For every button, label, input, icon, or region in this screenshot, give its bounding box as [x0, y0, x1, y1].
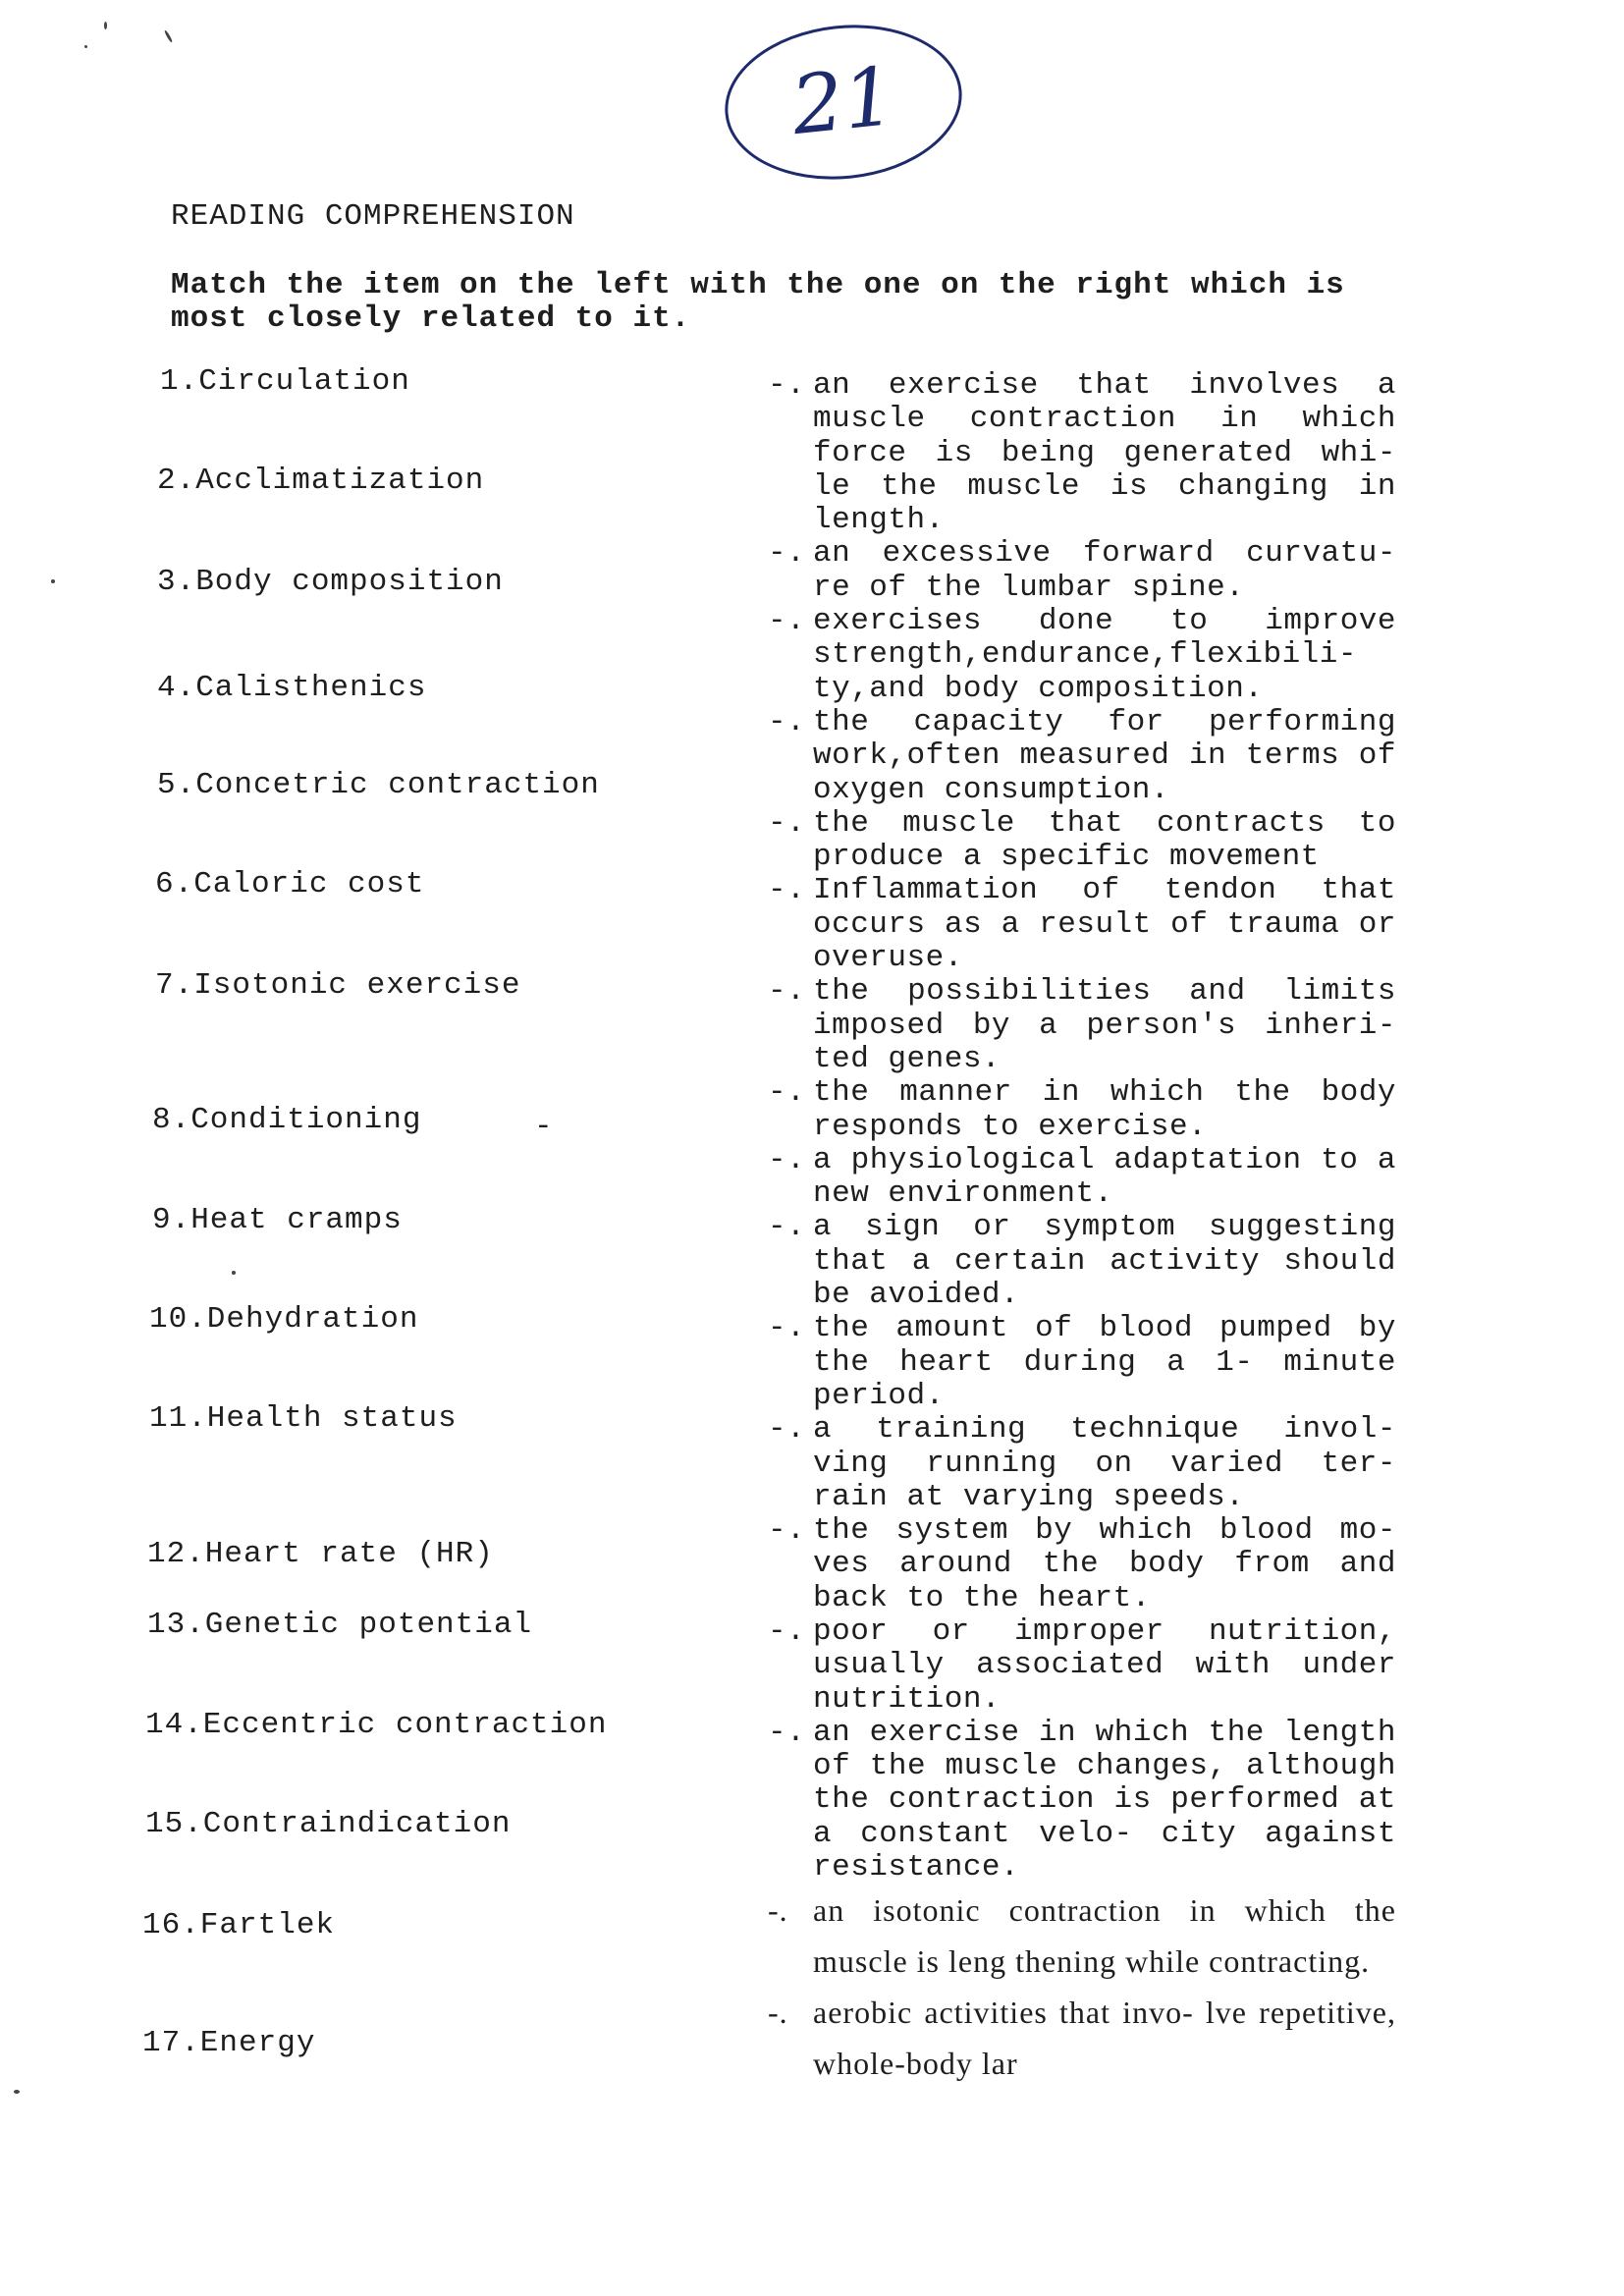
term-item: 12.Heart rate (HR) [147, 1537, 494, 1571]
term-item: 9.Heat cramps [152, 1203, 403, 1237]
term-item: 11.Health status [149, 1401, 458, 1436]
handwritten-page-number-circle [718, 14, 970, 191]
definition-item: -. a physiological adaptation to a new environment. [768, 1144, 1396, 1212]
term-item: 15.Contraindication [145, 1807, 512, 1841]
term-item: 10.Dehydration [149, 1302, 419, 1337]
stray-dash-mark: - [534, 1110, 553, 1144]
section-heading: READING COMPREHENSION [171, 199, 575, 234]
term-item: 14.Eccentric contraction [145, 1708, 608, 1742]
definition-item: -. the capacity for performing work,often measured in terms of oxygen consumption. [768, 706, 1396, 807]
page-number: 21 [787, 49, 899, 154]
definition-item: -. Inflammation of tendon that occurs as a result of trauma or overuse. [768, 874, 1396, 975]
instructions: Match the item on the left with the one on the right which is most closely related to it. [171, 268, 1345, 336]
definition-item: -. the system by which blood mo- ves around the body from and back to the heart. [768, 1514, 1396, 1615]
definition-item: -. a training technique invol- ving running on varied ter- rain at varying speeds. [768, 1413, 1396, 1514]
term-item: 3.Body composition [157, 565, 504, 599]
term-item: 1.Circulation [160, 364, 410, 399]
definition-item: -. an isotonic contraction in which the muscle is leng thening while contracting. [768, 1885, 1396, 1987]
term-item: 16.Fartlek [142, 1908, 336, 1942]
definition-item: -. an excessive forward curvatu- re of the lumbar spine. [768, 537, 1396, 605]
scan-speck [14, 2090, 20, 2094]
term-item: 6.Caloric cost [155, 867, 425, 902]
term-item: 7.Isotonic exercise [155, 968, 521, 1003]
term-item: 4.Calisthenics [157, 671, 427, 705]
definition-item: -. an exercise that involves a muscle contraction in which force is being generated whi- le the muscle is changing in length. [768, 369, 1396, 537]
definition-item: -. an exercise in which the length of the muscle changes, although the contraction is performed at a constant velo- city against resistance. [768, 1717, 1396, 1885]
definitions-column [768, 369, 1396, 2089]
definition-item: -. the possibilities and limits imposed by a person's inheri- ted genes. [768, 975, 1396, 1076]
definition-item: -. exercises done to improve strength,endurance,flexibili- ty,and body composition. [768, 605, 1396, 706]
scan-speck [164, 29, 174, 43]
scan-speck [104, 22, 107, 29]
definition-item: -. poor or improper nutrition, usually associated with under nutrition. [768, 1615, 1396, 1717]
definition-item: -. aerobic activities that invo- lve repetitive, whole-body lar [768, 1987, 1396, 2089]
definition-item: -. a sign or symptom suggesting that a certain activity should be avoided. [768, 1211, 1396, 1312]
term-item: 13.Genetic potential [147, 1608, 533, 1642]
term-item: 8.Conditioning [152, 1103, 422, 1137]
scan-speck [232, 1271, 236, 1275]
term-item: 5.Concetric contraction [157, 768, 600, 802]
scan-speck [84, 45, 87, 48]
definition-item: -. the manner in which the body responds to exercise. [768, 1076, 1396, 1144]
term-item: 2.Acclimatization [157, 464, 485, 498]
definition-item: -. the amount of blood pumped by the heart during a 1- minute period. [768, 1312, 1396, 1413]
scan-speck [51, 579, 55, 583]
definition-item: -. the muscle that contracts to produce a specific movement [768, 807, 1396, 875]
term-item: 17.Energy [142, 2026, 316, 2060]
